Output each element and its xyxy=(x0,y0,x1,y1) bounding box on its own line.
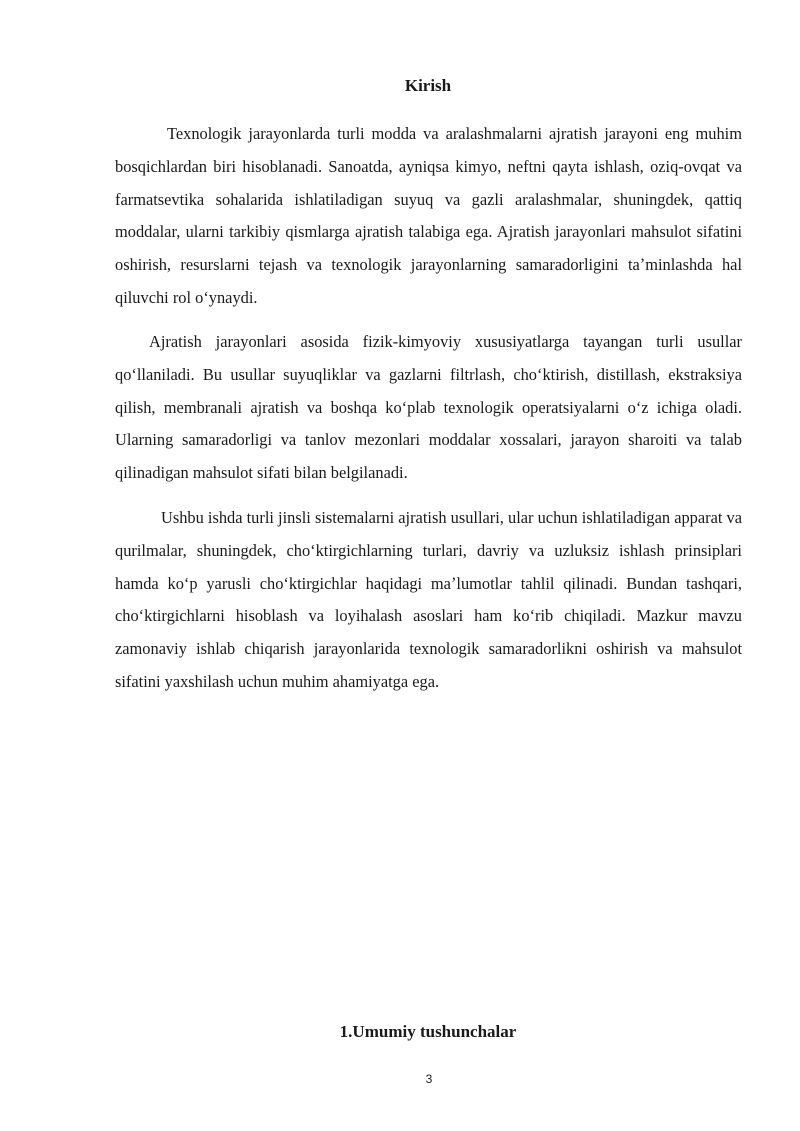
page-number: 3 xyxy=(425,1072,433,1086)
section-heading: 1.Umumiy tushunchalar xyxy=(339,1022,517,1041)
paragraph-1: Texnologik jarayonlarda turli modda va aralashmalarni ajratish jarayoni eng muhim bosqichlardan biri hisoblanadi. Sanoatda, ayniqsa kimyo, neftni qayta ishlash, oziq-ovqat va farmatsevtika sohalarida ishlatiladigan suyuq va gazli aralashmalar, shuningdek, qattiq moddalar, ularni tarkibiy qismlarga ajratish talabiga ega. Ajratish jarayonlari mahsulot sifatini oshirish, resurslarni tejash va texnologik jarayonlarning samaradorligini taʼminlashda hal qiluvchi rol oʻynaydi. xyxy=(115,124,742,307)
intro-heading: Kirish xyxy=(404,76,452,95)
paragraph-2: Ajratish jarayonlari asosida fizik-kimyoviy xususiyatlarga tayangan turli usullar qoʻllaniladi. Bu usullar suyuqliklar va gazlarni filtrlash, choʻktirish, distillash, ekstraksiya qilish, membranali ajratish va boshqa koʻplab texnologik operatsiyalarni oʻz ichiga oladi. Ularning samaradorligi va tanlov mezonlari moddalar xossalari, jarayon sharoiti va talab qilinadigan mahsulot sifati bilan belgilanadi. xyxy=(115,332,742,483)
paragraph-3: Ushbu ishda turli jinsli sistemalarni ajratish usullari, ular uchun ishlatiladigan apparat va qurilmalar, shuningdek, choʻktirgichlarning turlari, davriy va uzluksiz ishlash prinsiplari hamda koʻp yarusli choʻktirgichlar haqidagi maʼlumotlar tahlil qilinadi. Bundan tashqari, choʻktirgichlarni hisoblash va loyihalash asoslari ham koʻrib chiqiladi. Mazkur mavzu zamonaviy ishlab chiqarish jarayonlarida texnologik samaradorlikni oshirish va mahsulot sifatini yaxshilash uchun muhim ahamiyatga ega. xyxy=(115,508,742,691)
